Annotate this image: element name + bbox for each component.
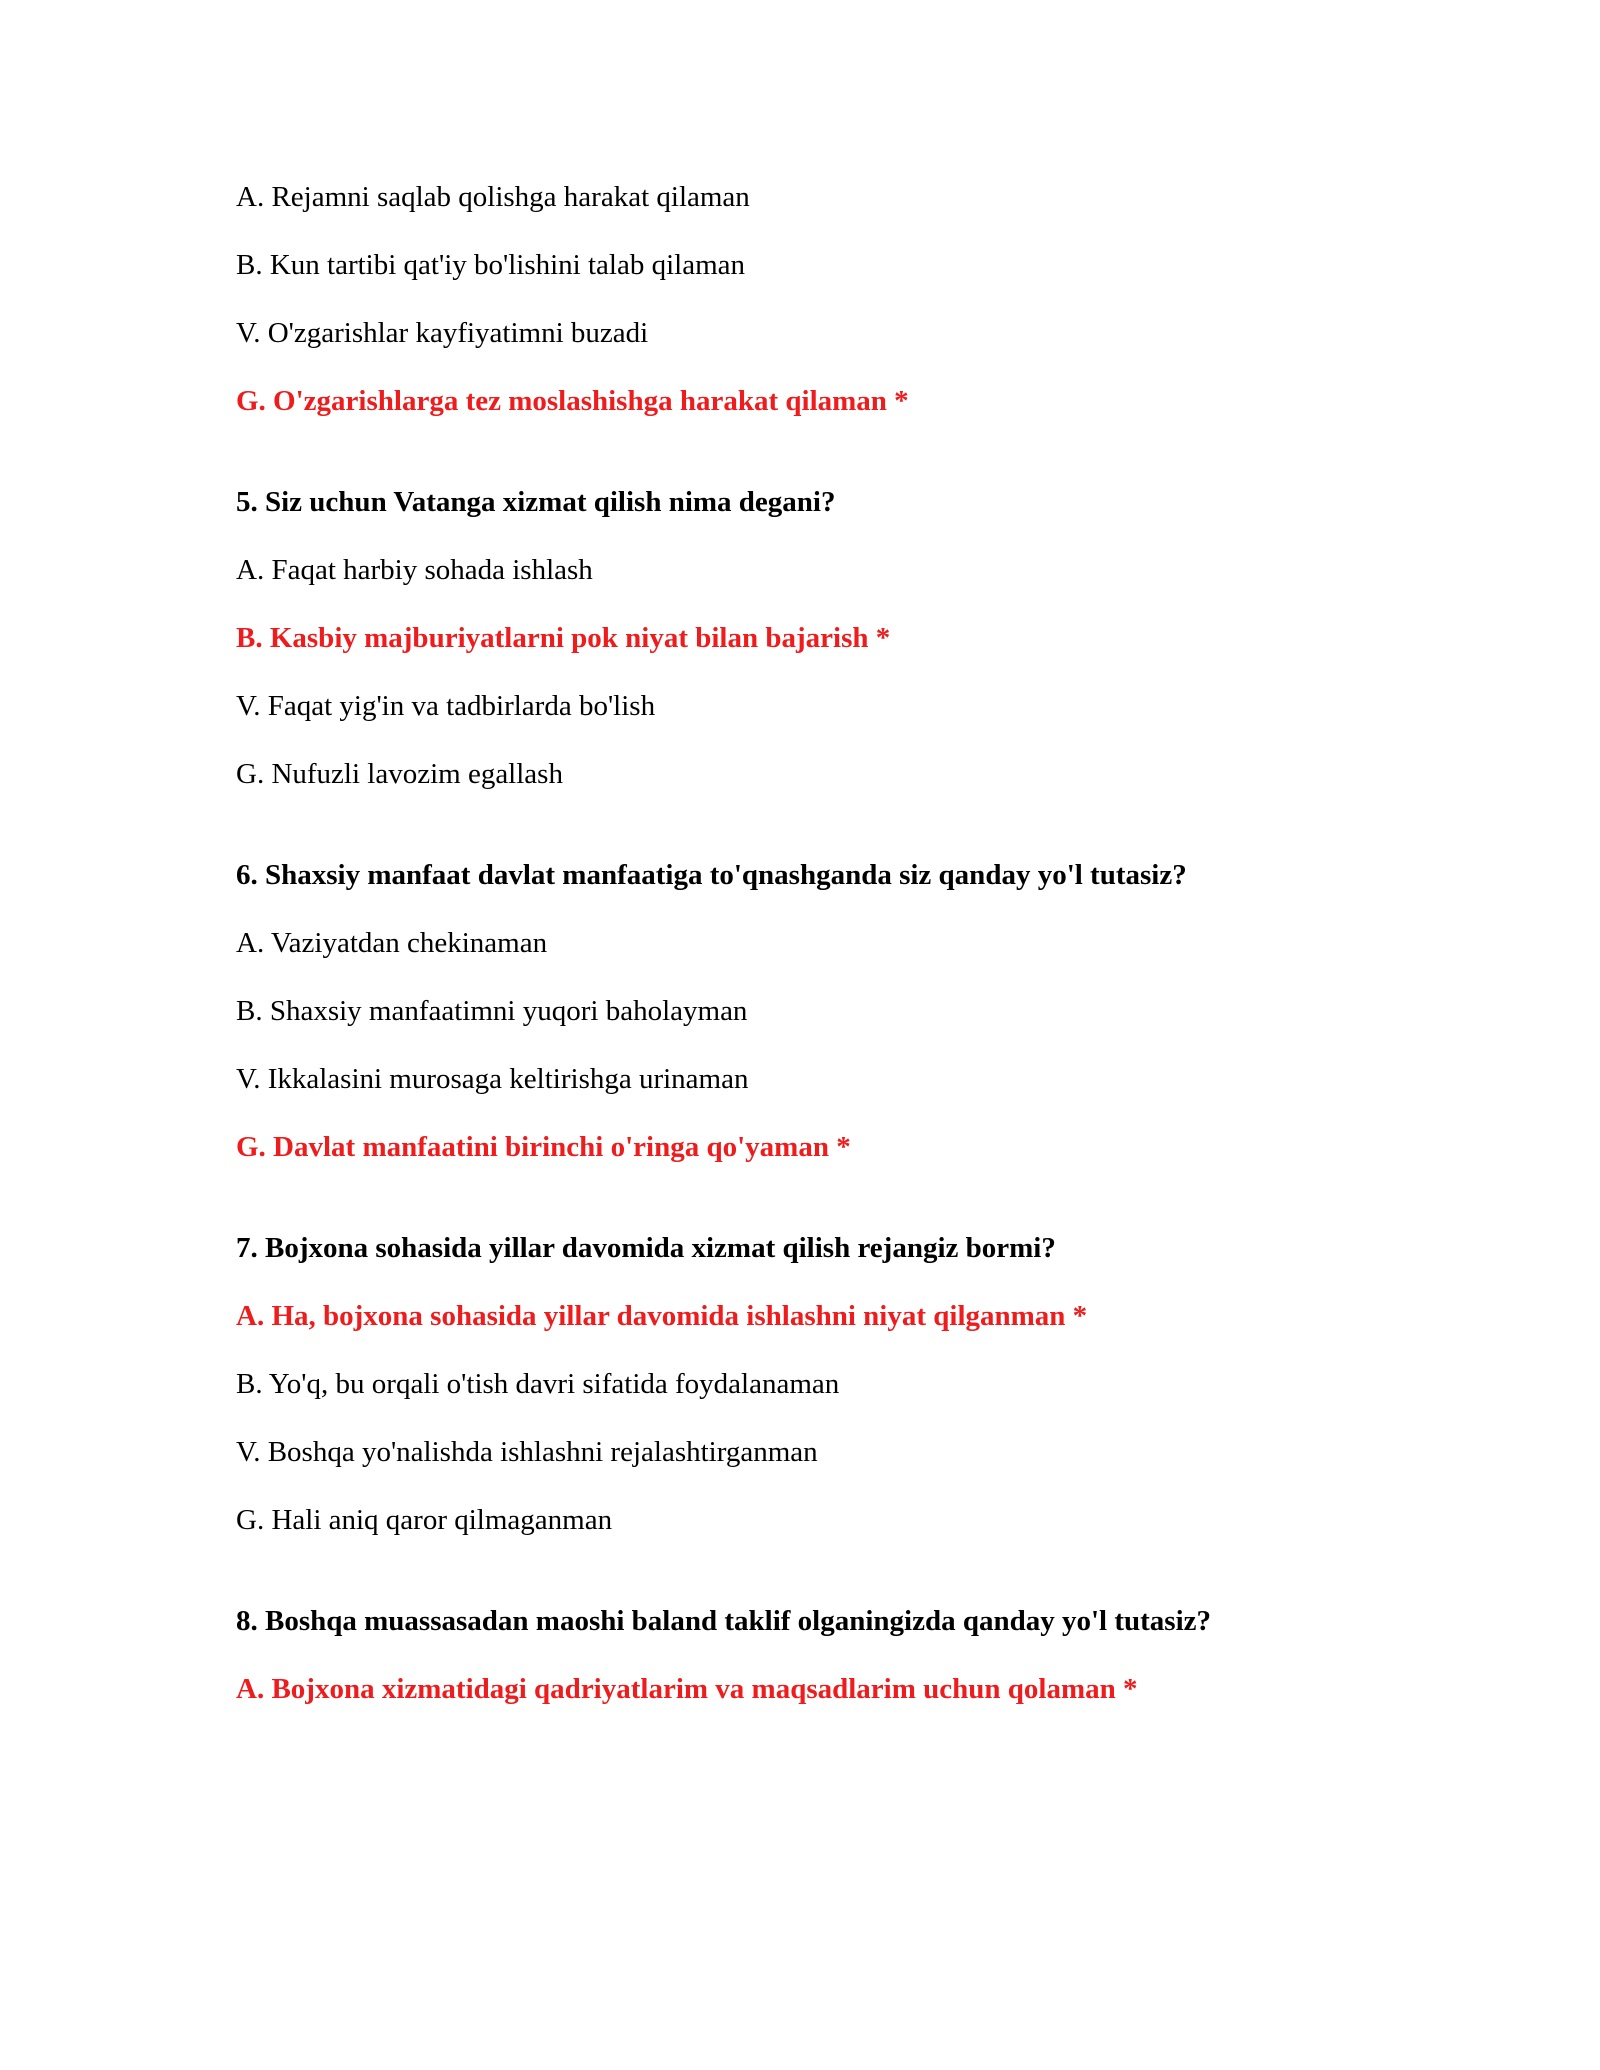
question-6-block bbox=[236, 858, 1436, 1164]
question-7-block bbox=[236, 1231, 1436, 1537]
question-7-title: 7. Bojxona sohasida yillar davomida xizmat qilish rejangiz bormi? bbox=[236, 1232, 1056, 1264]
question-4-block bbox=[236, 180, 1436, 418]
question-6-title: 6. Shaxsiy manfaat davlat manfaatiga to'qnashganda siz qanday yo'l tutasiz? bbox=[236, 859, 1187, 891]
question-4-option-b: B. Kun tartibi qat'iy bo'lishini talab qilaman bbox=[236, 249, 746, 281]
question-7-option-b: B. Yo'q, bu orqali o'tish davri sifatida foydalanaman bbox=[236, 1368, 840, 1400]
question-5-option-b-correct: B. Kasbiy majburiyatlarni pok niyat bilan bajarish * bbox=[236, 622, 891, 654]
question-8-option-a-correct: A. Bojxona xizmatidagi qadriyatlarim va maqsadlarim uchun qolaman * bbox=[236, 1673, 1138, 1705]
question-4-option-v: V. O'zgarishlar kayfiyatimni buzadi bbox=[236, 317, 649, 349]
question-5-option-v: V. Faqat yig'in va tadbirlarda bo'lish bbox=[236, 690, 656, 722]
question-5-title: 5. Siz uchun Vatanga xizmat qilish nima degani? bbox=[236, 486, 836, 518]
question-6-option-a: A. Vaziyatdan chekinaman bbox=[236, 927, 548, 959]
question-6-option-g-correct: G. Davlat manfaatini birinchi o'ringa qo'yaman * bbox=[236, 1131, 851, 1163]
question-5-block bbox=[236, 485, 1436, 791]
question-7-option-g: G. Hali aniq qaror qilmaganman bbox=[236, 1504, 613, 1536]
question-5-option-g: G. Nufuzli lavozim egallash bbox=[236, 758, 563, 790]
question-4-option-a: A. Rejamni saqlab qolishga harakat qilaman bbox=[236, 181, 750, 213]
question-5-option-a: A. Faqat harbiy sohada ishlash bbox=[236, 554, 593, 586]
question-6-option-b: B. Shaxsiy manfaatimni yuqori baholayman bbox=[236, 995, 748, 1027]
question-7-option-a-correct: A. Ha, bojxona sohasida yillar davomida ishlashni niyat qilganman * bbox=[236, 1300, 1088, 1332]
question-7-option-v: V. Boshqa yo'nalishda ishlashni rejalashtirganman bbox=[236, 1436, 818, 1468]
question-4-option-g-correct: G. O'zgarishlarga tez moslashishga harakat qilaman * bbox=[236, 385, 909, 417]
question-8-title: 8. Boshqa muassasadan maoshi baland taklif olganingizda qanday yo'l tutasiz? bbox=[236, 1605, 1211, 1637]
questionnaire-content bbox=[236, 180, 1436, 1706]
question-8-block bbox=[236, 1604, 1436, 1706]
question-6-option-v: V. Ikkalasini murosaga keltirishga urinaman bbox=[236, 1063, 749, 1095]
